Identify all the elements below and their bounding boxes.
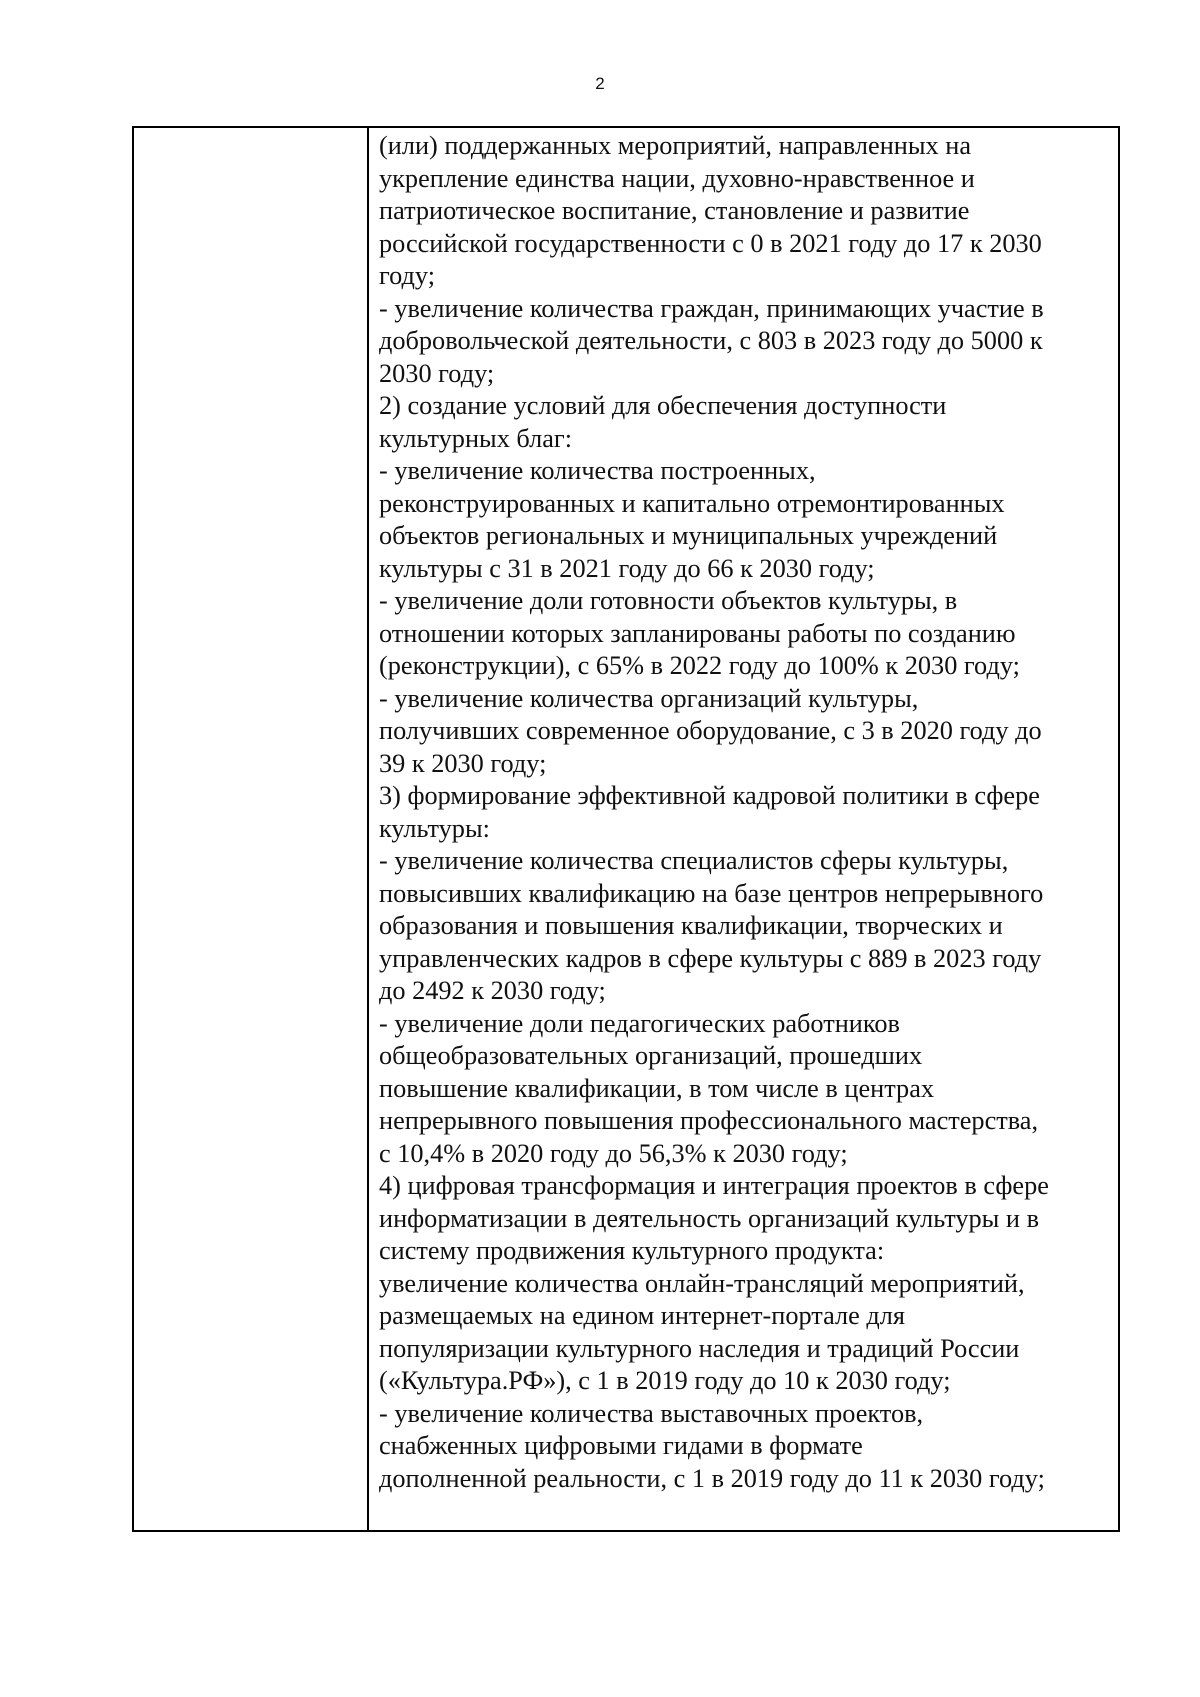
text-line: получивших современное оборудование, с 3 в 2020 году до bbox=[379, 716, 1042, 745]
text-line: (реконструкции), с 65% в 2022 году до 100% к 2030 году; bbox=[379, 651, 1020, 680]
text-line: 2) создание условий для обеспечения доступности bbox=[379, 391, 947, 420]
text-line: дополненной реальности, с 1 в 2019 году до 11 к 2030 году; bbox=[379, 1463, 1045, 1493]
text-line: образования и повышения квалификации, творческих и bbox=[379, 911, 1003, 940]
text-line: - увеличение количества специалистов сферы культуры, bbox=[379, 846, 1009, 875]
text-line: общеобразовательных организаций, прошедших bbox=[379, 1041, 923, 1070]
text-line: снабженных цифровыми гидами в формате bbox=[379, 1431, 863, 1460]
text-line: добровольческой деятельности, с 803 в 2023 году до 5000 к bbox=[379, 326, 1043, 355]
text-line: патриотическое воспитание, становление и развитие bbox=[379, 196, 970, 225]
text-line: году; bbox=[379, 261, 436, 290]
text-line: управленческих кадров в сфере культуры с 889 в 2023 году bbox=[379, 943, 1042, 973]
table-right-cell bbox=[369, 128, 1118, 1530]
text-line: - увеличение количества построенных, bbox=[379, 456, 816, 485]
text-line: реконструированных и капитально отремонтированных bbox=[379, 488, 1005, 518]
text-line: 39 к 2030 году; bbox=[379, 748, 547, 778]
text-line: систему продвижения культурного продукта: bbox=[379, 1236, 885, 1265]
text-line: непрерывного повышения профессионального мастерства, bbox=[379, 1106, 1039, 1135]
text-line: до 2492 к 2030 году; bbox=[379, 976, 606, 1005]
text-line: повышение квалификации, в том числе в центрах bbox=[379, 1073, 935, 1103]
text-line: размещаемых на едином интернет-портале для bbox=[379, 1301, 905, 1330]
text-line: - увеличение количества организаций культуры, bbox=[379, 683, 919, 713]
text-line: повысивших квалификацию на базе центров непрерывного bbox=[379, 878, 1044, 908]
text-line: российской государственности с 0 в 2021 году до 17 к 2030 bbox=[379, 228, 1042, 258]
text-line: популяризации культурного наследия и традиций России bbox=[379, 1333, 1020, 1363]
text-line: (или) поддержанных мероприятий, направленных на bbox=[379, 131, 972, 160]
text-line: отношении которых запланированы работы по созданию bbox=[379, 618, 1016, 648]
text-line: - увеличение количества выставочных проектов, bbox=[379, 1398, 924, 1428]
page-number: 2 bbox=[595, 74, 605, 93]
text-line: 4) цифровая трансформация и интеграция проектов в сфере bbox=[379, 1171, 1049, 1200]
text-line: («Культура.РФ»), с 1 в 2019 году до 10 к 2030 году; bbox=[379, 1366, 951, 1395]
text-line: информатизации в деятельность организаций культуры и в bbox=[379, 1203, 1039, 1233]
text-line: объектов региональных и муниципальных учреждений bbox=[379, 521, 998, 550]
text-line: 3) формирование эффективной кадровой политики в сфере bbox=[379, 781, 1040, 810]
text-line: культуры: bbox=[379, 813, 490, 843]
text-line: - увеличение доли педагогических работников bbox=[379, 1008, 900, 1038]
document-table bbox=[132, 126, 1120, 1532]
table-left-cell bbox=[134, 128, 369, 1530]
text-line: культуры с 31 в 2021 году до 66 к 2030 году; bbox=[379, 553, 875, 583]
text-line: культурных благ: bbox=[379, 423, 573, 453]
text-line: - увеличение доли готовности объектов культуры, в bbox=[379, 586, 958, 615]
text-line: 2030 году; bbox=[379, 358, 495, 388]
text-line: с 10,4% в 2020 году до 56,3% к 2030 году; bbox=[379, 1138, 848, 1168]
text-line: - увеличение количества граждан, принимающих участие в bbox=[379, 293, 1044, 323]
text-line: увеличение количества онлайн-трансляций мероприятий, bbox=[379, 1268, 1025, 1298]
text-line: укрепление единства нации, духовно-нравственное и bbox=[379, 163, 975, 193]
